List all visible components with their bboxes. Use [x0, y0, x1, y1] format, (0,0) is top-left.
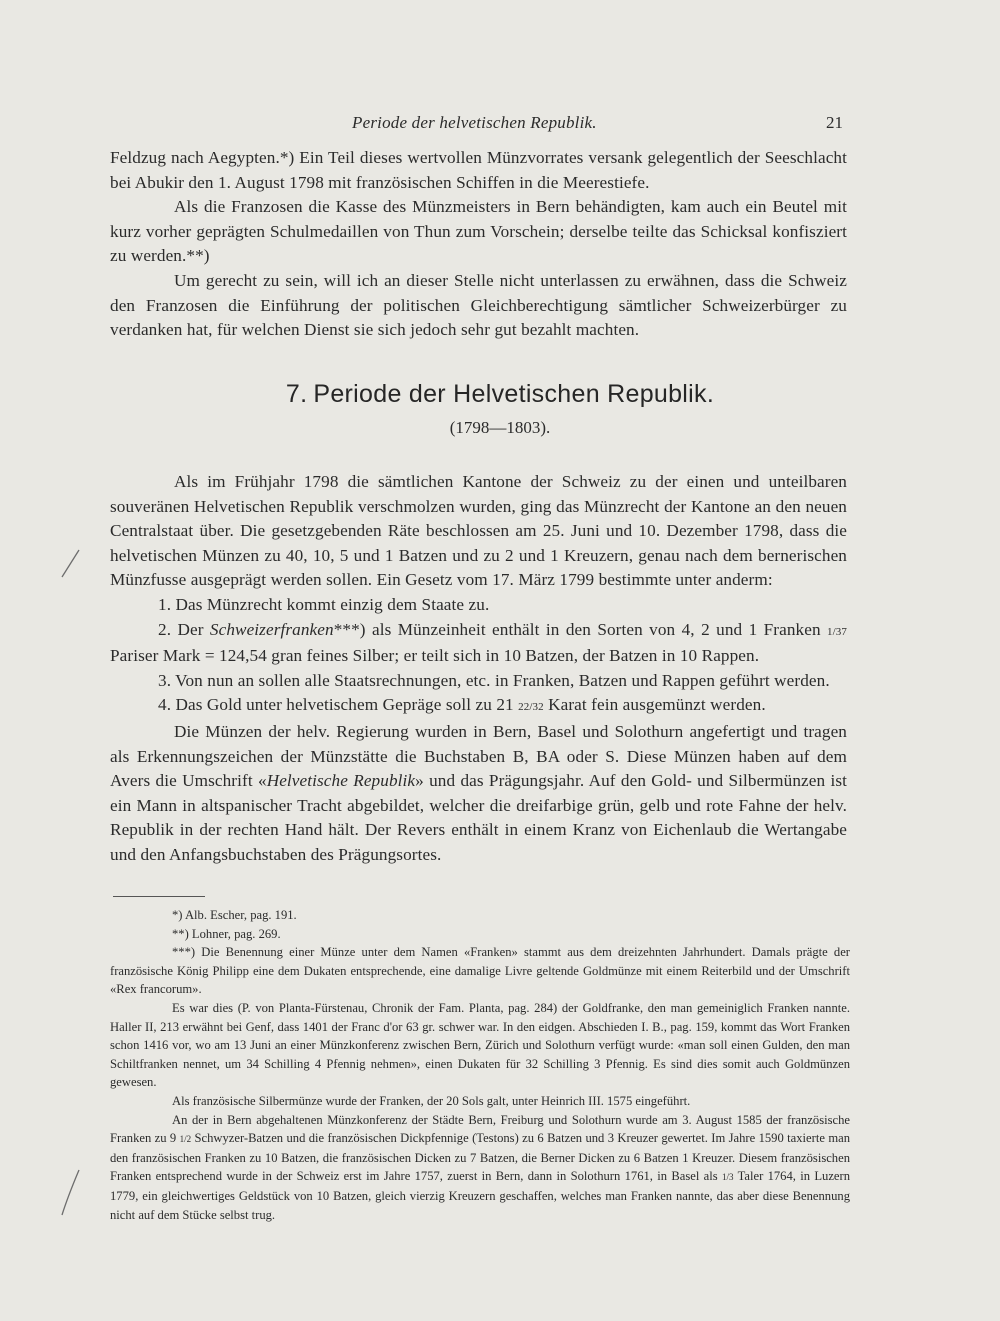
running-title: Periode der helvetischen Republik.: [352, 113, 597, 132]
law-item-4-post: Karat fein ausgemünzt werden.: [543, 695, 766, 715]
footnote-3-p4-pre: An der in Bern abgehaltenen Münzkonferenz der Städte Bern, Freiburg und Solothurn wurde am 3. August 1585 der französische Franken zu 9: [110, 1112, 850, 1146]
intro-text: [110, 146, 847, 343]
section-dates: (1798—1803).: [449, 418, 551, 437]
footnotes: [110, 906, 850, 1224]
page-number: 21: [826, 113, 843, 132]
intro-paragraph-1: Feldzug nach Aegypten.*) Ein Teil dieses wertvollen Münzvorrates versank gelegentlich der Seeschlacht bei Abukir den 1. August 1798 mit französischen Schiffen in die Meerestiefe.: [110, 148, 847, 192]
section-title: Periode der Helvetischen Republik.: [313, 380, 715, 408]
footnote-3-p4-mid: Schwyzer-Batzen und die französischen Dickpfennige (Testons) zu 6 Batzen und 3 Kreuzer gewertet. Im Jahre 1590 taxierte man den französischen Franken zu 10 Batzen, die französischen Dicken zu 7 Batzen, die Berner Dicken zu 6 Batzen 1 Kreuzer. Diesem französischen Franken entsprechend wurde in der Schweiz erst im Jahre 1757, zuerst in Bern, dann in Solothurn 1761, in Basel als: [110, 1131, 850, 1184]
law-item-1: 1. Das Münzrecht kommt einzig dem Staate zu.: [158, 594, 490, 614]
main-paragraph-2-post: » und das Prägungsjahr. Auf den Gold- und Silbermünzen ist ein Mann in altspanischer Tracht abgebildet, welcher die dreifarbige grün, gelb und rote Fahne der helv. Republik in der rechten Hand hält. Der Revers enthält in einem Kranz von Eichenlaub die Wertangabe und den Anfangsbuchstaben des Prägungsortes.: [110, 771, 848, 864]
law-item-3: 3. Von nun an sollen alle Staatsrechnungen, etc. in Franken, Batzen und Rappen geführt werden.: [158, 670, 830, 690]
section-heading: [0, 380, 1000, 409]
footnote-separator: [113, 896, 205, 897]
intro-paragraph-3: Um gerecht zu sein, will ich an dieser Stelle nicht unterlassen zu erwähnen, dass die Schweiz den Franzosen die Einführung der politischen Gleichberechtigung sämtlicher Schweizerbürger zu verdanken hat, für welchen Dienst sie sich jedoch sehr gut bezahlt machten.: [110, 270, 847, 340]
footnote-3-paragraph-4: [110, 1111, 850, 1225]
footnote-3-p4-post: Taler 1764, in Luzern 1779, ein gleichwertiges Geldstück von 10 Batzen, gleich vierzig Kreuzern geschaffen, welches man Franken nannte, das aber diese Benennung nicht auf dem Stücke selbst trug.: [110, 1169, 850, 1222]
law-item-4-pre: 4. Das Gold unter helvetischem Gepräge soll zu 21: [158, 695, 519, 715]
footnote-1: *) Alb. Escher, pag. 191.: [172, 908, 297, 922]
law-item-2-pre: 2. Der: [158, 619, 210, 639]
section-number: 7.: [285, 380, 308, 408]
law-item-4-fraction: 22/32: [518, 701, 544, 714]
law-item-2-post: Pariser Mark = 124,54 gran feines Silber; er teilt sich in 10 Batzen, der Batzen in 10 Rappen.: [110, 646, 760, 666]
main-paragraph-2-pre: Die Münzen der helv. Regierung wurden in Bern, Basel und Solothurn angefertigt und tragen als Erkennungszeichen der Münzstätte die Buchstaben B, BA oder S. Diese Münzen haben auf dem Avers die Umschrift «: [110, 721, 847, 791]
footnote-3-p4-fraction-2: 1/3: [721, 1172, 734, 1183]
footnote-3: ***) Die Benennung einer Münze unter dem Namen «Franken» stammt aus dem dreizehnten Jahrhundert. Damals prägte der französische König Philipp eine dem Dukaten entsprechende, eine damalige Livre geltende Goldmünze mit einem Reiterbild und der Umschrift «Rex francorum».: [110, 945, 850, 997]
main-paragraph-1: Als im Frühjahr 1798 die sämtlichen Kantone der Schweiz zu der einen und unteilbaren souveränen Helvetischen Republik verschmolzen wurden, ging das Münzrecht der Kantone an den neuen Centralstaat über. Die gesetzgebenden Räte beschlossen am 25. Juni und 10. Dezember 1798, dass die helvetischen Münzen zu 40, 10, 5 und 1 Batzen und zu 2 und 1 Kreuzern, genau nach dem bernerischen Münzfusse ausgeprägt werden sollen. Ein Gesetz vom 17. März 1799 bestimmte unter anderm:: [110, 472, 847, 590]
law-item-2-fraction: 1/37: [827, 625, 847, 638]
main-paragraph-2-emphasis: Helvetische Republik: [266, 771, 416, 791]
pencil-mark-2: [58, 1168, 82, 1218]
law-item-2: [110, 618, 847, 669]
main-text: [110, 470, 847, 868]
law-item-4: [110, 693, 847, 720]
footnote-3-paragraph-3: Als französische Silbermünze wurde der Franken, der 20 Sols galt, unter Heinrich III. 1575 eingeführt.: [172, 1093, 691, 1108]
footnote-3-paragraph-2: Es war dies (P. von Planta-Fürstenau, Chronik der Fam. Planta, pag. 284) der Goldfranke, den man gemeiniglich Franken nannte. Haller II, 213 erwähnt bei Genf, dass 1401 der Franc d'or 63 gr. schwer war. In den eidgen. Abschieden I. B., pag. 159, kommt das Wort Franken schon 1416 vor, wo am 13 Juni an einer Münzkonferenz zwischen Bern, Zürich und Solothurn verfügt wurde: «man soll einen Gulden, den man Schiltfranken nennet, um 34 Schilling 4 Pfennig nehmen», einen Dukaten für 32 Schilling 3 Pfennig. Es sind dies somit auch Goldmünzen gewesen.: [110, 1000, 850, 1090]
main-paragraph-2: [110, 720, 847, 868]
intro-paragraph-2: Als die Franzosen die Kasse des Münzmeisters in Bern behändigten, kam auch ein Beutel mit kurz vorher geprägten Schulmedaillen von Thun zum Vorschein; derselbe teilte das Schicksal konfisziert zu werden.**): [110, 197, 847, 266]
footnote-3-p4-fraction-1: 1/2: [179, 1134, 192, 1145]
law-item-2-mid: ***) als Münzeinheit enthält in den Sorten von 4, 2 und 1 Franken: [333, 619, 828, 639]
pencil-mark-1: [58, 548, 82, 580]
law-item-2-emphasis: Schweizerfranken: [209, 619, 334, 639]
footnote-2: **) Lohner, pag. 269.: [172, 926, 281, 941]
